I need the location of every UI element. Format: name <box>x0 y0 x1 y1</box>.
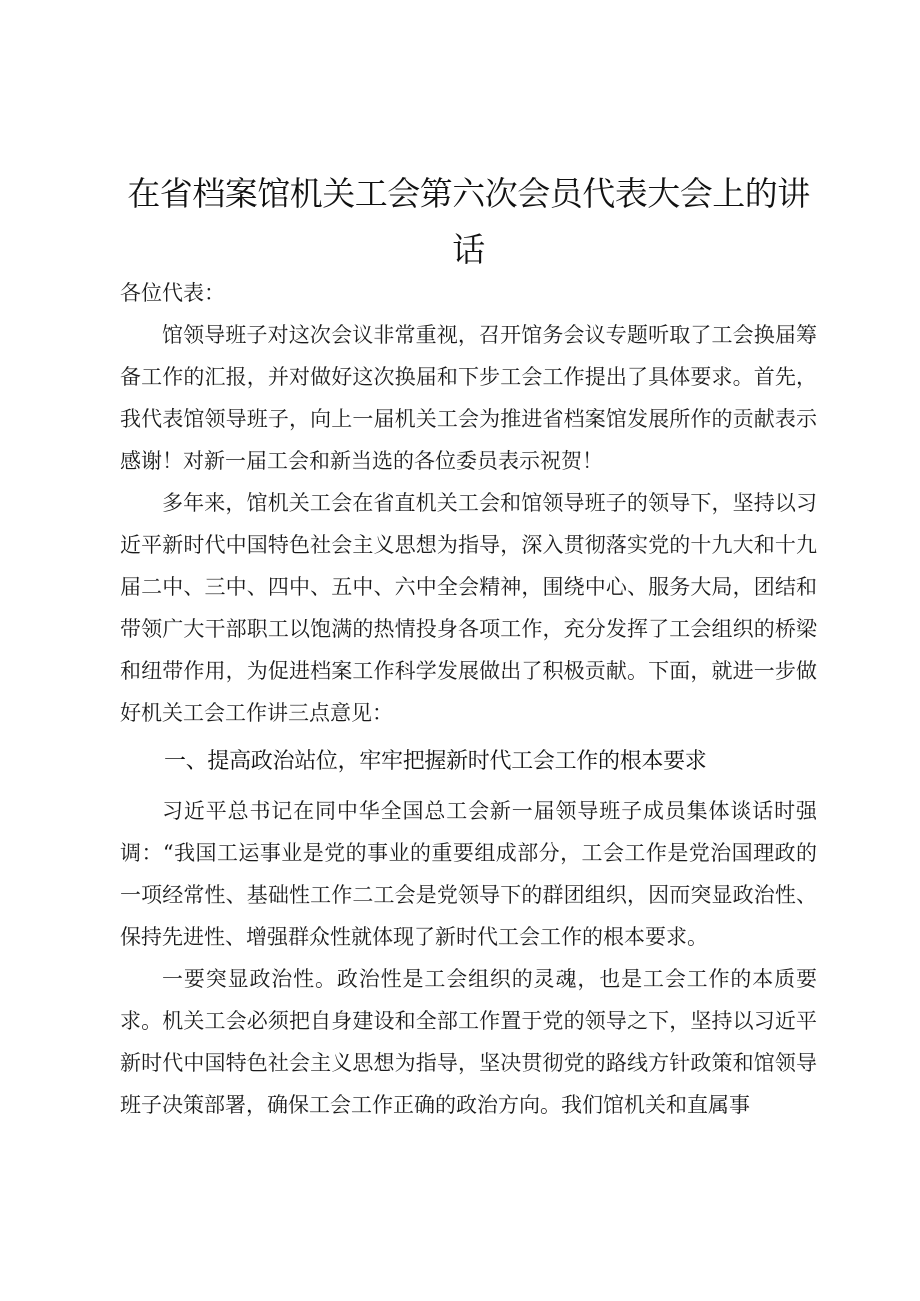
body-paragraph: 多年来，馆机关工会在省直机关工会和馆领导班子的领导下，坚持以习近平新时代中国特色社会主义思想为指导，深入贯彻落实党的十九大和十九届二中、三中、四中、五中、六中全会精神，围绕中心、服务大局，团结和带领广大干部职工以饱满的热情投身各项工作，充分发挥了工会组织的桥梁和纽带作用，为促进档案工作科学发展做出了积极贡献。下面，就进一步做好机关工会工作讲三点意见： <box>120 491 817 725</box>
body-paragraph: 馆领导班子对这次会议非常重视，召开馆务会议专题听取了工会换届筹备工作的汇报，并对做好这次换届和下步工会工作提出了具体要求。首先，我代表馆领导班子，向上一届机关工会为推进省档案馆发展所作的贡献表示感谢！对新一届工会和新当选的各位委员表示祝贺！ <box>120 323 817 473</box>
body-paragraph: 一要突显政治性。政治性是工会组织的灵魂，也是工会工作的本质要求。机关工会必须把自身建设和全部工作置于党的领导之下，坚持以习近平新时代中国特色社会主义思想为指导，坚决贯彻党的路线方针政策和馆领导班子决策部署，确保工会工作正确的政治方向。我们馆机关和直属事 <box>120 967 817 1117</box>
salutation: 各位代表： <box>120 281 225 305</box>
document-title: 在省档案馆机关工会第六次会员代表大会上的讲话 <box>127 174 810 269</box>
section-heading: 一、提高政治站位，牢牢把握新时代工会工作的根本要求 <box>164 749 707 774</box>
body-paragraph: 习近平总书记在同中华全国总工会新一届领导班子成员集体谈话时强调：“我国工运事业是党的事业的重要组成部分，工会工作是党治国理政的一项经常性、基础性工作二工会是党领导下的群团组织，因而突显政治性、保持先进性、增强群众性就体现了新时代工会工作的根本要求。 <box>120 799 817 949</box>
document-body <box>120 272 817 1126</box>
